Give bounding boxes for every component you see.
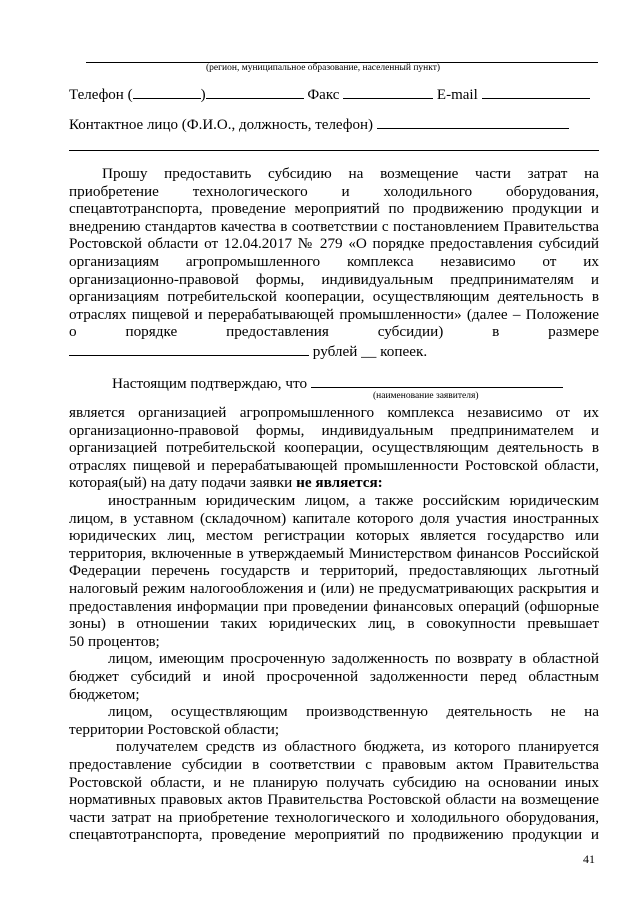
- fax-label: Факс: [307, 87, 340, 103]
- contact-extra-line: [69, 150, 599, 151]
- request-line: о порядке предоставления субсидии) в размере: [69, 323, 599, 341]
- fax-blank: [343, 84, 433, 99]
- contacts-row: [69, 84, 590, 104]
- confirm-row: [112, 373, 563, 393]
- clause-line: бюджет субсидий и иной просроченной задолженности перед областным: [69, 668, 599, 685]
- clause-line: получателем средств из областного бюджета, из которого планируется: [116, 738, 599, 756]
- clause-line: лицом, имеющим просроченную задолженность по возврату в областной: [108, 650, 599, 668]
- region-caption: (регион, муниципальное образование, населенный пункт): [206, 63, 441, 73]
- amount-blank: [69, 341, 309, 356]
- clause-line: зоны) в отношении таких юридических лиц, в совокупности превышает: [69, 615, 599, 633]
- confirm-line: является организацией агропромышленного комплекса независимо от их: [69, 404, 599, 421]
- email-label: E-mail: [436, 87, 478, 103]
- date-row: [69, 474, 383, 492]
- request-line: Прошу предоставить субсидию на возмещение части затрат на: [102, 165, 599, 182]
- request-line: организациям агропромышленного комплекса независимо от их: [69, 253, 599, 270]
- clause-line: иностранным юридическим лицом, а также российским юридическим: [108, 492, 599, 509]
- clause-line: лицом, в уставном (складочном) капитале которого доля участия иностранных: [69, 509, 599, 527]
- phone-code-blank: [133, 84, 201, 99]
- clause-line: Ростовской области, и не планирую получать субсидию на основании иных: [69, 773, 599, 791]
- clause-line: нормативных правовых актов Правительства Ростовской области на возмещение: [69, 791, 599, 809]
- confirm-line: организацией потребительской кооперации, осуществляющим деятельность в: [69, 439, 599, 457]
- request-line: организационно-правовой формы, индивидуальным предпринимателям и: [69, 270, 599, 288]
- amount-suffix: рублей __ копеек.: [312, 343, 428, 360]
- applicant-caption: (наименование заявителя): [373, 391, 479, 401]
- amount-row: [69, 341, 427, 361]
- contact-label: Контактное лицо (Ф.И.О., должность, телефон): [69, 117, 374, 133]
- contact-blank: [377, 114, 569, 129]
- clause-line: бюджетом;: [69, 685, 140, 703]
- confirm-line: организационно-правовой формы, индивидуальным предпринимателем и: [69, 421, 599, 439]
- applicant-blank: [311, 373, 563, 388]
- clause-line: предоставления информации при проведении финансовых операций (офшорные: [69, 597, 599, 615]
- not-label: не является:: [296, 474, 383, 492]
- email-blank: [482, 84, 590, 99]
- clause-line: 50 процентов;: [69, 632, 160, 650]
- clause-line: спецавтотранспорта, проведение мероприятий по продвижению продукции и: [69, 826, 599, 844]
- clause-line: территория, включенные в утверждаемый Министерством финансов Российской: [69, 544, 599, 562]
- contact-person-row: [69, 114, 569, 134]
- clause-line: предоставление субсидии в соответствии с правовым актом Правительства: [69, 756, 599, 773]
- request-line: приобретение технологического и холодильного оборудования,: [69, 182, 599, 200]
- clause-line: территории Ростовской области;: [69, 720, 280, 738]
- clause-line: части затрат на приобретение технологического и холодильного оборудования,: [69, 808, 599, 826]
- request-line: организациям потребительской кооперации, осуществляющим деятельность в: [69, 288, 599, 306]
- request-line: Ростовской области от 12.04.2017 № 279 «О порядке предоставления субсидий: [69, 235, 599, 253]
- confirm-intro: Настоящим подтверждаю, что: [112, 375, 308, 392]
- confirm-line: отраслях пищевой и перерабатывающей промышленности Ростовской области,: [69, 456, 599, 474]
- phone-number-blank: [206, 84, 304, 99]
- clause-line: лицом, осуществляющим производственную деятельность не на: [108, 703, 599, 721]
- clause-line: налоговый режим налогообложения и (или) не предусматривающих раскрытия и: [69, 580, 599, 597]
- request-line: отраслях пищевой и перерабатывающей промышленности» (далее – Положение: [69, 305, 599, 323]
- request-line: спецавтотранспорта, проведение мероприятий по продвижению продукции и: [69, 200, 599, 218]
- clause-line: Федерации перечень государств и территорий, предоставляющих льготный: [69, 562, 599, 580]
- date-line: которая(ый) на дату подачи заявки: [69, 474, 293, 492]
- phone-paren: ): [200, 87, 206, 103]
- request-line: внедрению стандартов качества в соответствии с постановлением Правительства: [69, 217, 599, 235]
- page-number: 41: [583, 852, 595, 866]
- clause-line: юридических лиц, местом регистрации которых является государство или: [69, 527, 599, 545]
- phone-label: Телефон (: [69, 87, 133, 103]
